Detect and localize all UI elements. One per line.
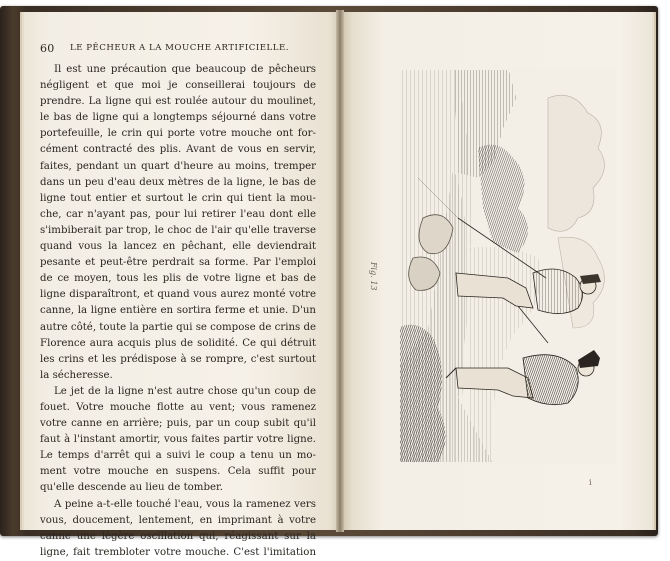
text-line: Il est une précaution que beaucoup de pêcheurs	[54, 64, 316, 75]
text-line: dans un peu d'eau deux mètres de la ligne, le bas de	[40, 176, 316, 188]
text-line: votre canne en arrière; puis, par un coup subit qu'il	[40, 418, 316, 430]
engraving-two-anglers-icon	[398, 68, 616, 464]
text-line: fouet. Votre mouche flotte au vent; vous ramenez	[40, 401, 316, 413]
text-line: Le jet de la ligne n'est autre chose qu'un coup de	[54, 385, 316, 397]
text-line: vous, doucement, lentement, en imprimant à votre	[40, 514, 316, 526]
text-line: Le temps d'arrêt qui a suivi le coup a tenu un mo-	[40, 450, 316, 462]
text-line: canne une légère oscillation qui, réagissant sur la	[40, 530, 316, 542]
text-line: prendre. La ligne qui est roulée autour du moulinet,	[40, 96, 316, 108]
text-line: de ce moyen, tous les plis de votre ligne et bas de	[40, 273, 316, 285]
page-bottom-mark: i	[589, 478, 592, 487]
text-line: canne, la ligne entière en sortira ferme et unie. D'un	[40, 305, 316, 317]
page-body-text	[40, 62, 316, 561]
text-line: ligne, fait trembloter votre mouche. C'est l'imitation	[40, 546, 316, 558]
text-line: ligne tout entier et surtout le crin qui tient la mou-	[40, 192, 316, 204]
text-line: ligne disparaîtront, et quand vous aurez monté votre	[40, 289, 316, 301]
text-line: pesante et peut-être perdrait sa forme. Par l'emploi	[40, 257, 316, 269]
figure-label: Fig. 13	[369, 262, 378, 291]
text-line: che, car n'ayant pas, pour lui retirer l'eau dont elle	[40, 208, 316, 220]
text-line: les crins et les prédispose à se rompre, c'est surtout	[40, 353, 316, 365]
book-gutter	[336, 10, 344, 532]
text-line: faut à l'instant amortir, vous faites partir votre ligne.	[40, 434, 316, 446]
text-line: portefeuille, le crin qui porte votre mouche ont for-	[40, 128, 316, 140]
text-line: négligent et que moi je conseillerai toujours de	[40, 80, 316, 92]
text-line: s'imbiberait par trop, le choc de l'air qu'elle traverse	[40, 224, 316, 236]
text-line: A peine a-t-elle touché l'eau, vous la ramenez vers	[54, 498, 316, 510]
page-number: 60	[40, 42, 55, 55]
text-line: la sécheresse.	[40, 369, 113, 381]
text-line: le bas de ligne qui a longtemps séjourné dans votre	[40, 112, 316, 124]
text-line: qu'elle descende au lieu de tomber.	[40, 482, 223, 494]
text-line: ment votre mouche en suspens. Cela suffit pour	[40, 466, 316, 478]
text-line: faites, pendant un quart d'heure au moins, tremper	[40, 160, 316, 172]
text-line: quand vous la lancez en pêchant, elle deviendrait	[40, 241, 316, 253]
text-line: autre côté, toute la partie qui se compose de crins de	[40, 321, 317, 333]
engraving-plate	[398, 68, 616, 464]
running-title: LE PÊCHEUR A LA MOUCHE ARTIFICIELLE.	[70, 43, 289, 53]
text-line: Florence aura acquis plus de solidité. Ce qui détruit	[40, 337, 316, 349]
text-line: cément contracté des plis. Avant de vous en servir,	[40, 144, 316, 156]
